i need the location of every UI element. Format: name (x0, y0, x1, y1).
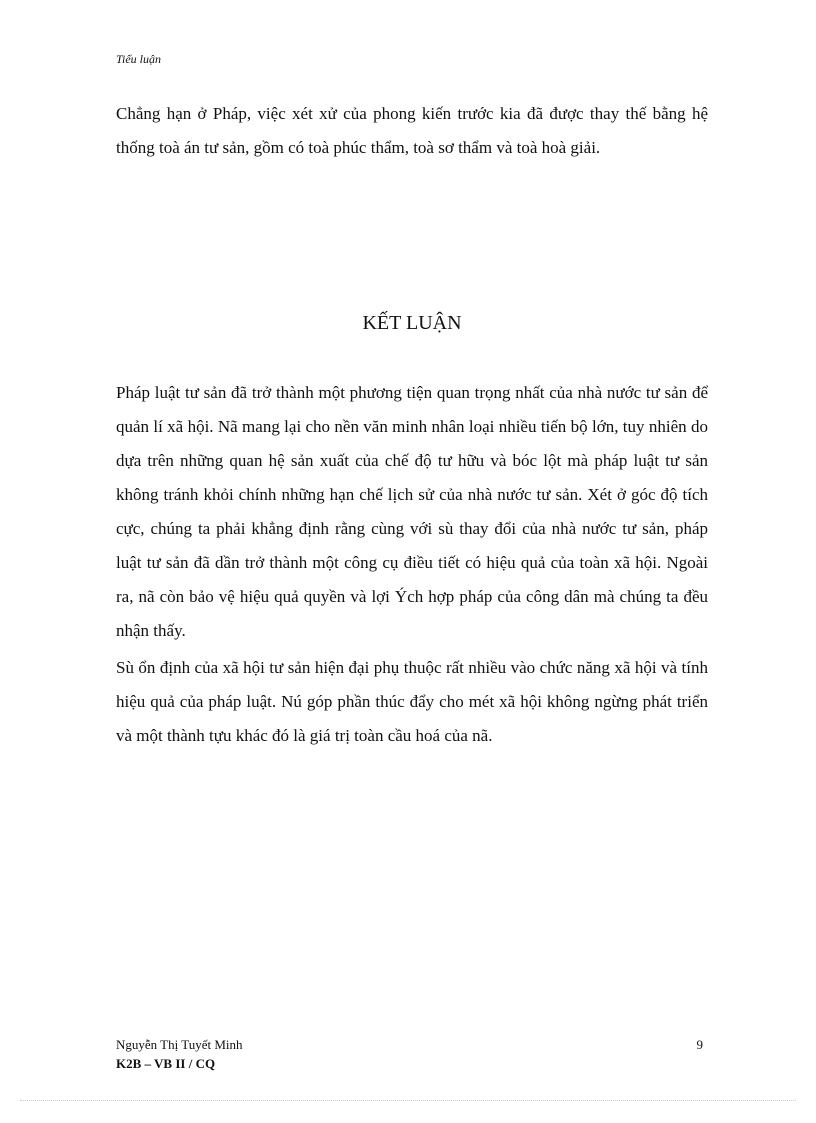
intro-paragraph: Chẳng hạn ở Pháp, việc xét xử của phong kiến trước kia đã được thay thế bằng hệ thống toà án tư sản, gồm có toà phúc thẩm, toà sơ thẩm và toà hoà giải. (116, 104, 708, 157)
page-footer (116, 1035, 708, 1073)
conclusion-paragraph-2: Sù ổn định của xã hội tư sản hiện đại phụ thuộc rất nhiều vào chức năng xã hội và tính hiệu quả của pháp luật. Nú góp phần thúc đẩy cho mét xã hội không ngừng phát triển và một thành tựu khác đó là giá trị toàn cầu hoá của nã. (116, 658, 708, 745)
running-header: Tiểu luận (116, 52, 162, 66)
footer-class-code: K2B – VB II / CQ (116, 1056, 216, 1071)
footer-author: Nguyễn Thị Tuyết Minh (116, 1037, 243, 1052)
section-heading: KẾT LUẬN (362, 312, 462, 334)
page-bottom-divider (20, 1100, 796, 1101)
conclusion-paragraph-1: Pháp luật tư sản đã trở thành một phương tiện quan trọng nhất của nhà nước tư sản để quản lí xã hội. Nã mang lại cho nền văn minh nhân loại nhiều tiến bộ lớn, tuy nhiên do dựa trên những quan hệ sản xuất của chế độ tư hữu và bóc lột mà pháp luật tư sản không tránh khỏi chính những hạn chế lịch sử của nhà nước tư sản. Xét ở góc độ tích cực, chúng ta phải khẳng định rằng cùng với sù thay đổi của nhà nước tư sản, pháp luật tư sản đã dần trở thành một công cụ điều tiết có hiệu quả của toàn xã hội. Ngoài ra, nã còn bảo vệ hiệu quả quyền và lợi Ých hợp pháp của công dân mà chúng ta đều nhận thấy. (116, 383, 708, 640)
page-number: 9 (696, 1037, 703, 1052)
